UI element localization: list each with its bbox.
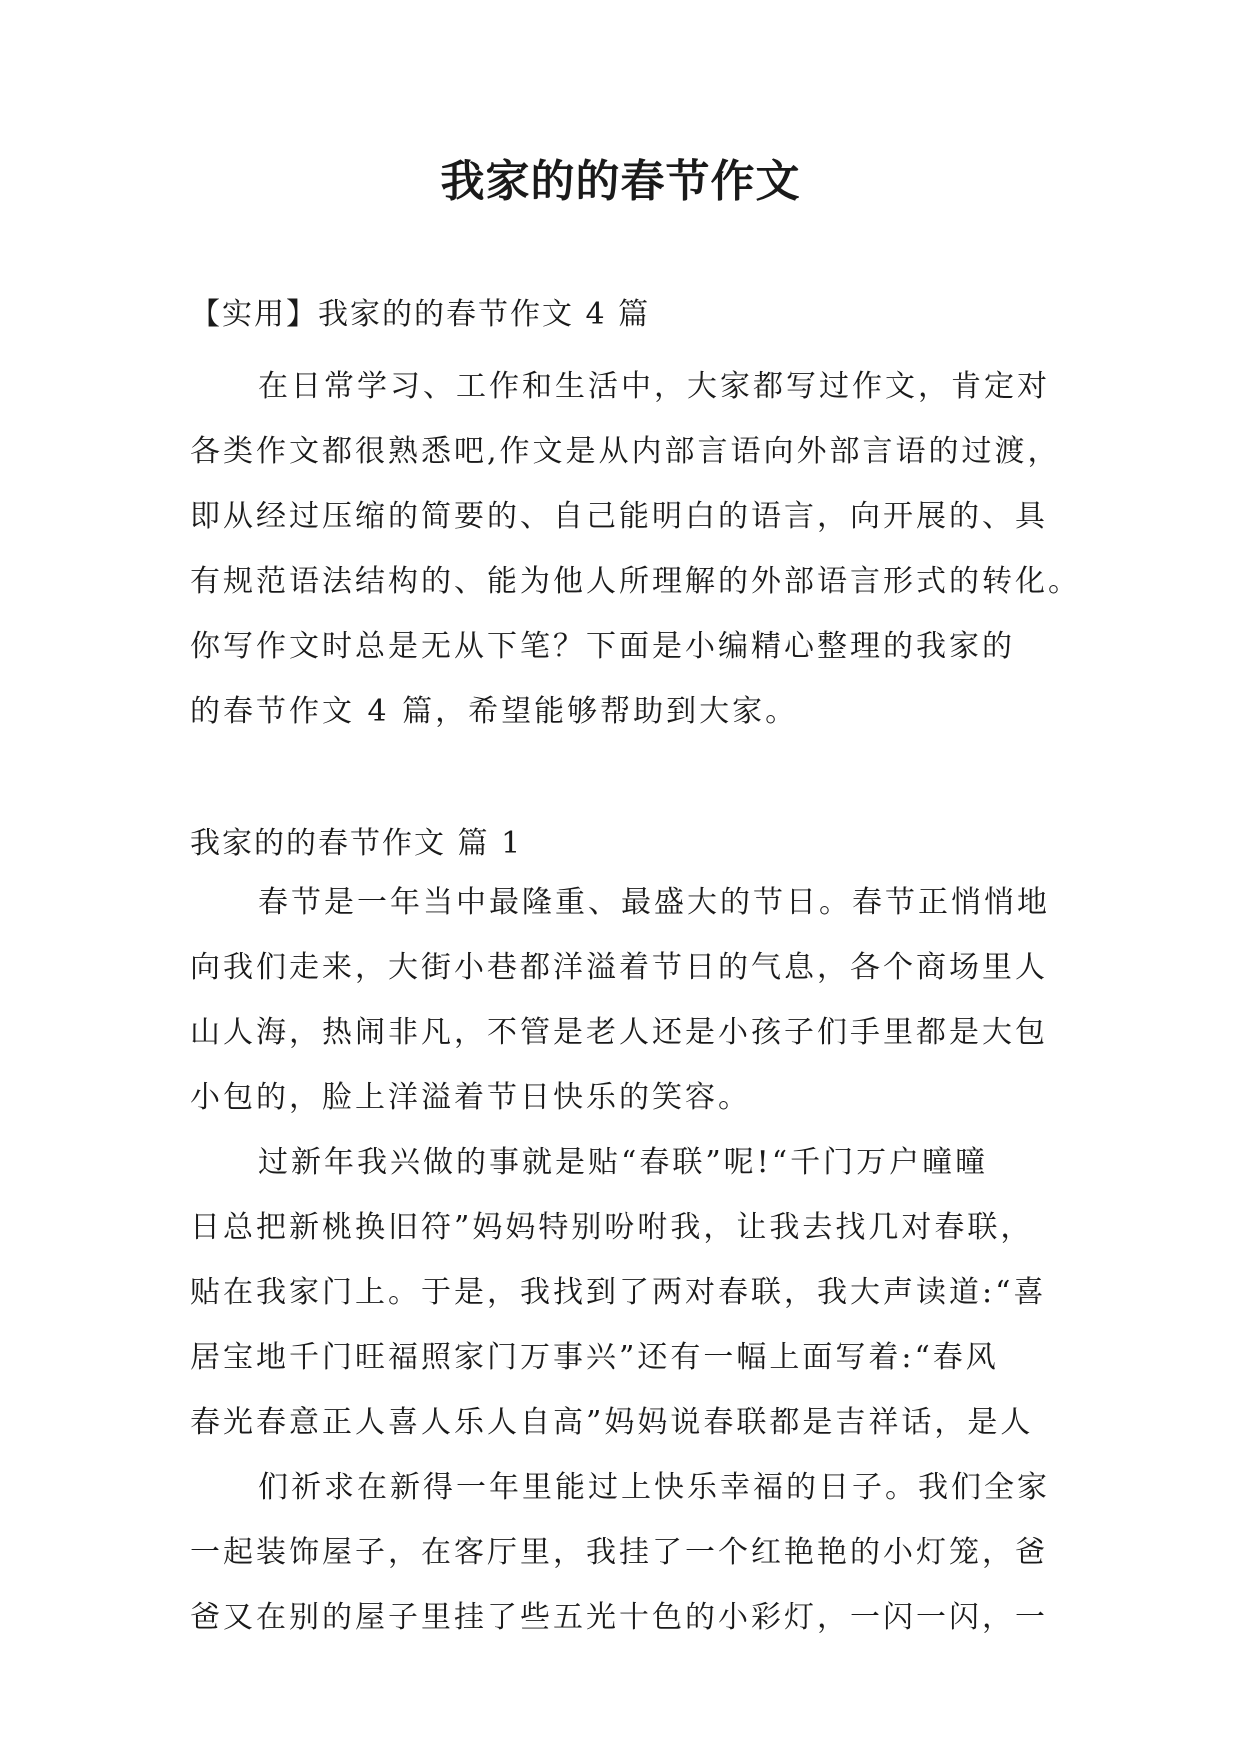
intro-line: 即从经过压缩的简要的、自己能明白的语言，向开展的、具 — [190, 499, 1048, 534]
paragraph-line: 山人海，热闹非凡，不管是老人还是小孩子们手里都是大包 — [190, 1015, 1048, 1050]
section-heading: 我家的的春节作文 篇 1 — [190, 826, 523, 861]
paragraph-line: 居宝地千门旺福照家门万事兴”还有一幅上面写着:“春风 — [190, 1340, 999, 1375]
paragraph-line: 日总把新桃换旧符”妈妈特别吩咐我，让我去找几对春联， — [190, 1210, 1034, 1245]
paragraph-line: 春光春意正人喜人乐人自高”妈妈说春联都是吉祥话，是人 — [190, 1405, 1034, 1440]
intro-line: 的春节作文 4 篇，希望能够帮助到大家。 — [190, 694, 799, 729]
intro-line: 各类作文都很熟悉吧,作文是从内部言语向外部言语的过渡， — [190, 434, 1061, 469]
paragraph-line: 春节是一年当中最隆重、最盛大的节日。春节正悄悄地 — [258, 885, 1050, 920]
paragraph-line: 们祈求在新得一年里能过上快乐幸福的日子。我们全家 — [258, 1470, 1050, 1505]
paragraph-line: 一起装饰屋子，在客厅里，我挂了一个红艳艳的小灯笼，爸 — [190, 1535, 1048, 1570]
body-paragraph-3 — [190, 1455, 1060, 1650]
intro-line: 在日常学习、工作和生活中，大家都写过作文，肯定对 — [258, 369, 1050, 404]
document-title: 我家的的春节作文 — [440, 156, 801, 207]
body-paragraph-1 — [190, 870, 1060, 1130]
intro-line: 有规范语法结构的、能为他人所理解的外部语言形式的转化。 — [190, 564, 1081, 599]
document-subtitle: 【实用】我家的的春节作文 4 篇 — [190, 297, 651, 332]
paragraph-line: 向我们走来，大街小巷都洋溢着节日的气息，各个商场里人 — [190, 950, 1048, 985]
paragraph-line: 过新年我兴做的事就是贴“春联”呢!“千门万户曈曈 — [258, 1145, 989, 1180]
body-paragraph-2 — [190, 1130, 1060, 1455]
paragraph-line: 小包的，脸上洋溢着节日快乐的笑容。 — [190, 1080, 751, 1115]
paragraph-line: 贴在我家门上。于是，我找到了两对春联，我大声读道:“喜 — [190, 1275, 1047, 1310]
intro-paragraph — [190, 354, 1081, 744]
intro-line: 你写作文时总是无从下笔？下面是小编精心整理的我家的 — [190, 629, 1015, 664]
paragraph-line: 爸又在别的屋子里挂了些五光十色的小彩灯，一闪一闪，一 — [190, 1600, 1048, 1635]
